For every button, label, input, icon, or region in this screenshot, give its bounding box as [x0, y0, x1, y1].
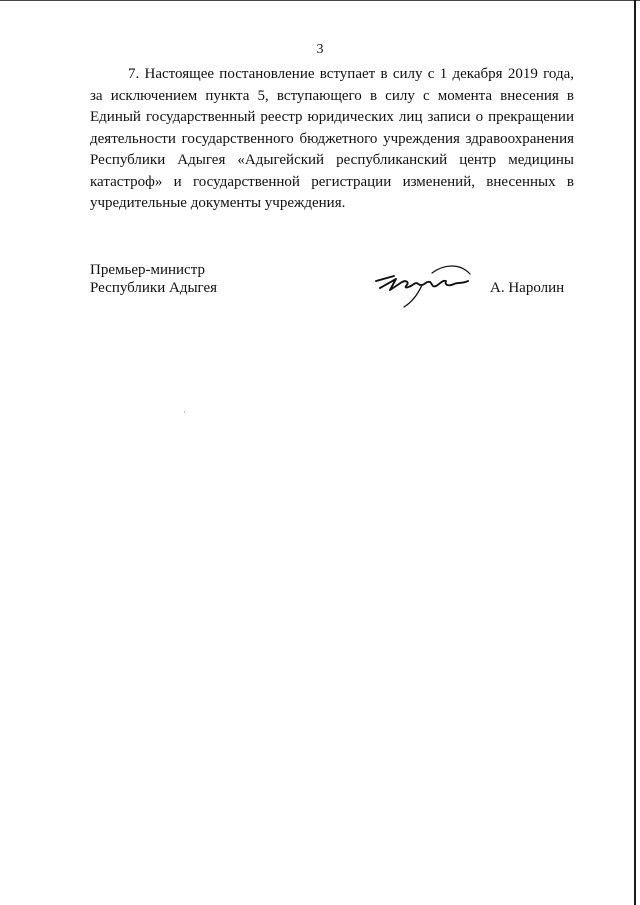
signatory-position-line-2: Республики Адыгея	[90, 280, 218, 296]
page-right-edge	[634, 0, 636, 905]
signatory-position-line-1: Премьер-министр	[90, 262, 205, 278]
page-top-edge	[0, 0, 640, 1]
signer-name: А. Наролин	[490, 280, 565, 296]
page-number: 3	[316, 42, 324, 57]
handwritten-signature	[374, 264, 474, 308]
signatory-position	[90, 261, 217, 297]
scan-speck	[184, 411, 185, 413]
paragraph-7: 7. Настоящее постановление вступает в силу с 1 декабря 2019 года, за исключением пункта 5, вступающего в силу с момента внесения в Единый государственный реестр юридических лиц записи о прекращении деятельности государственного бюджетного учреждения здравоохранения Республики Адыгея «Адыгейский республиканский центр медицины катастроф» и государственной регистрации изменений, внесенных в учредительные документы учреждения.	[90, 66, 574, 211]
